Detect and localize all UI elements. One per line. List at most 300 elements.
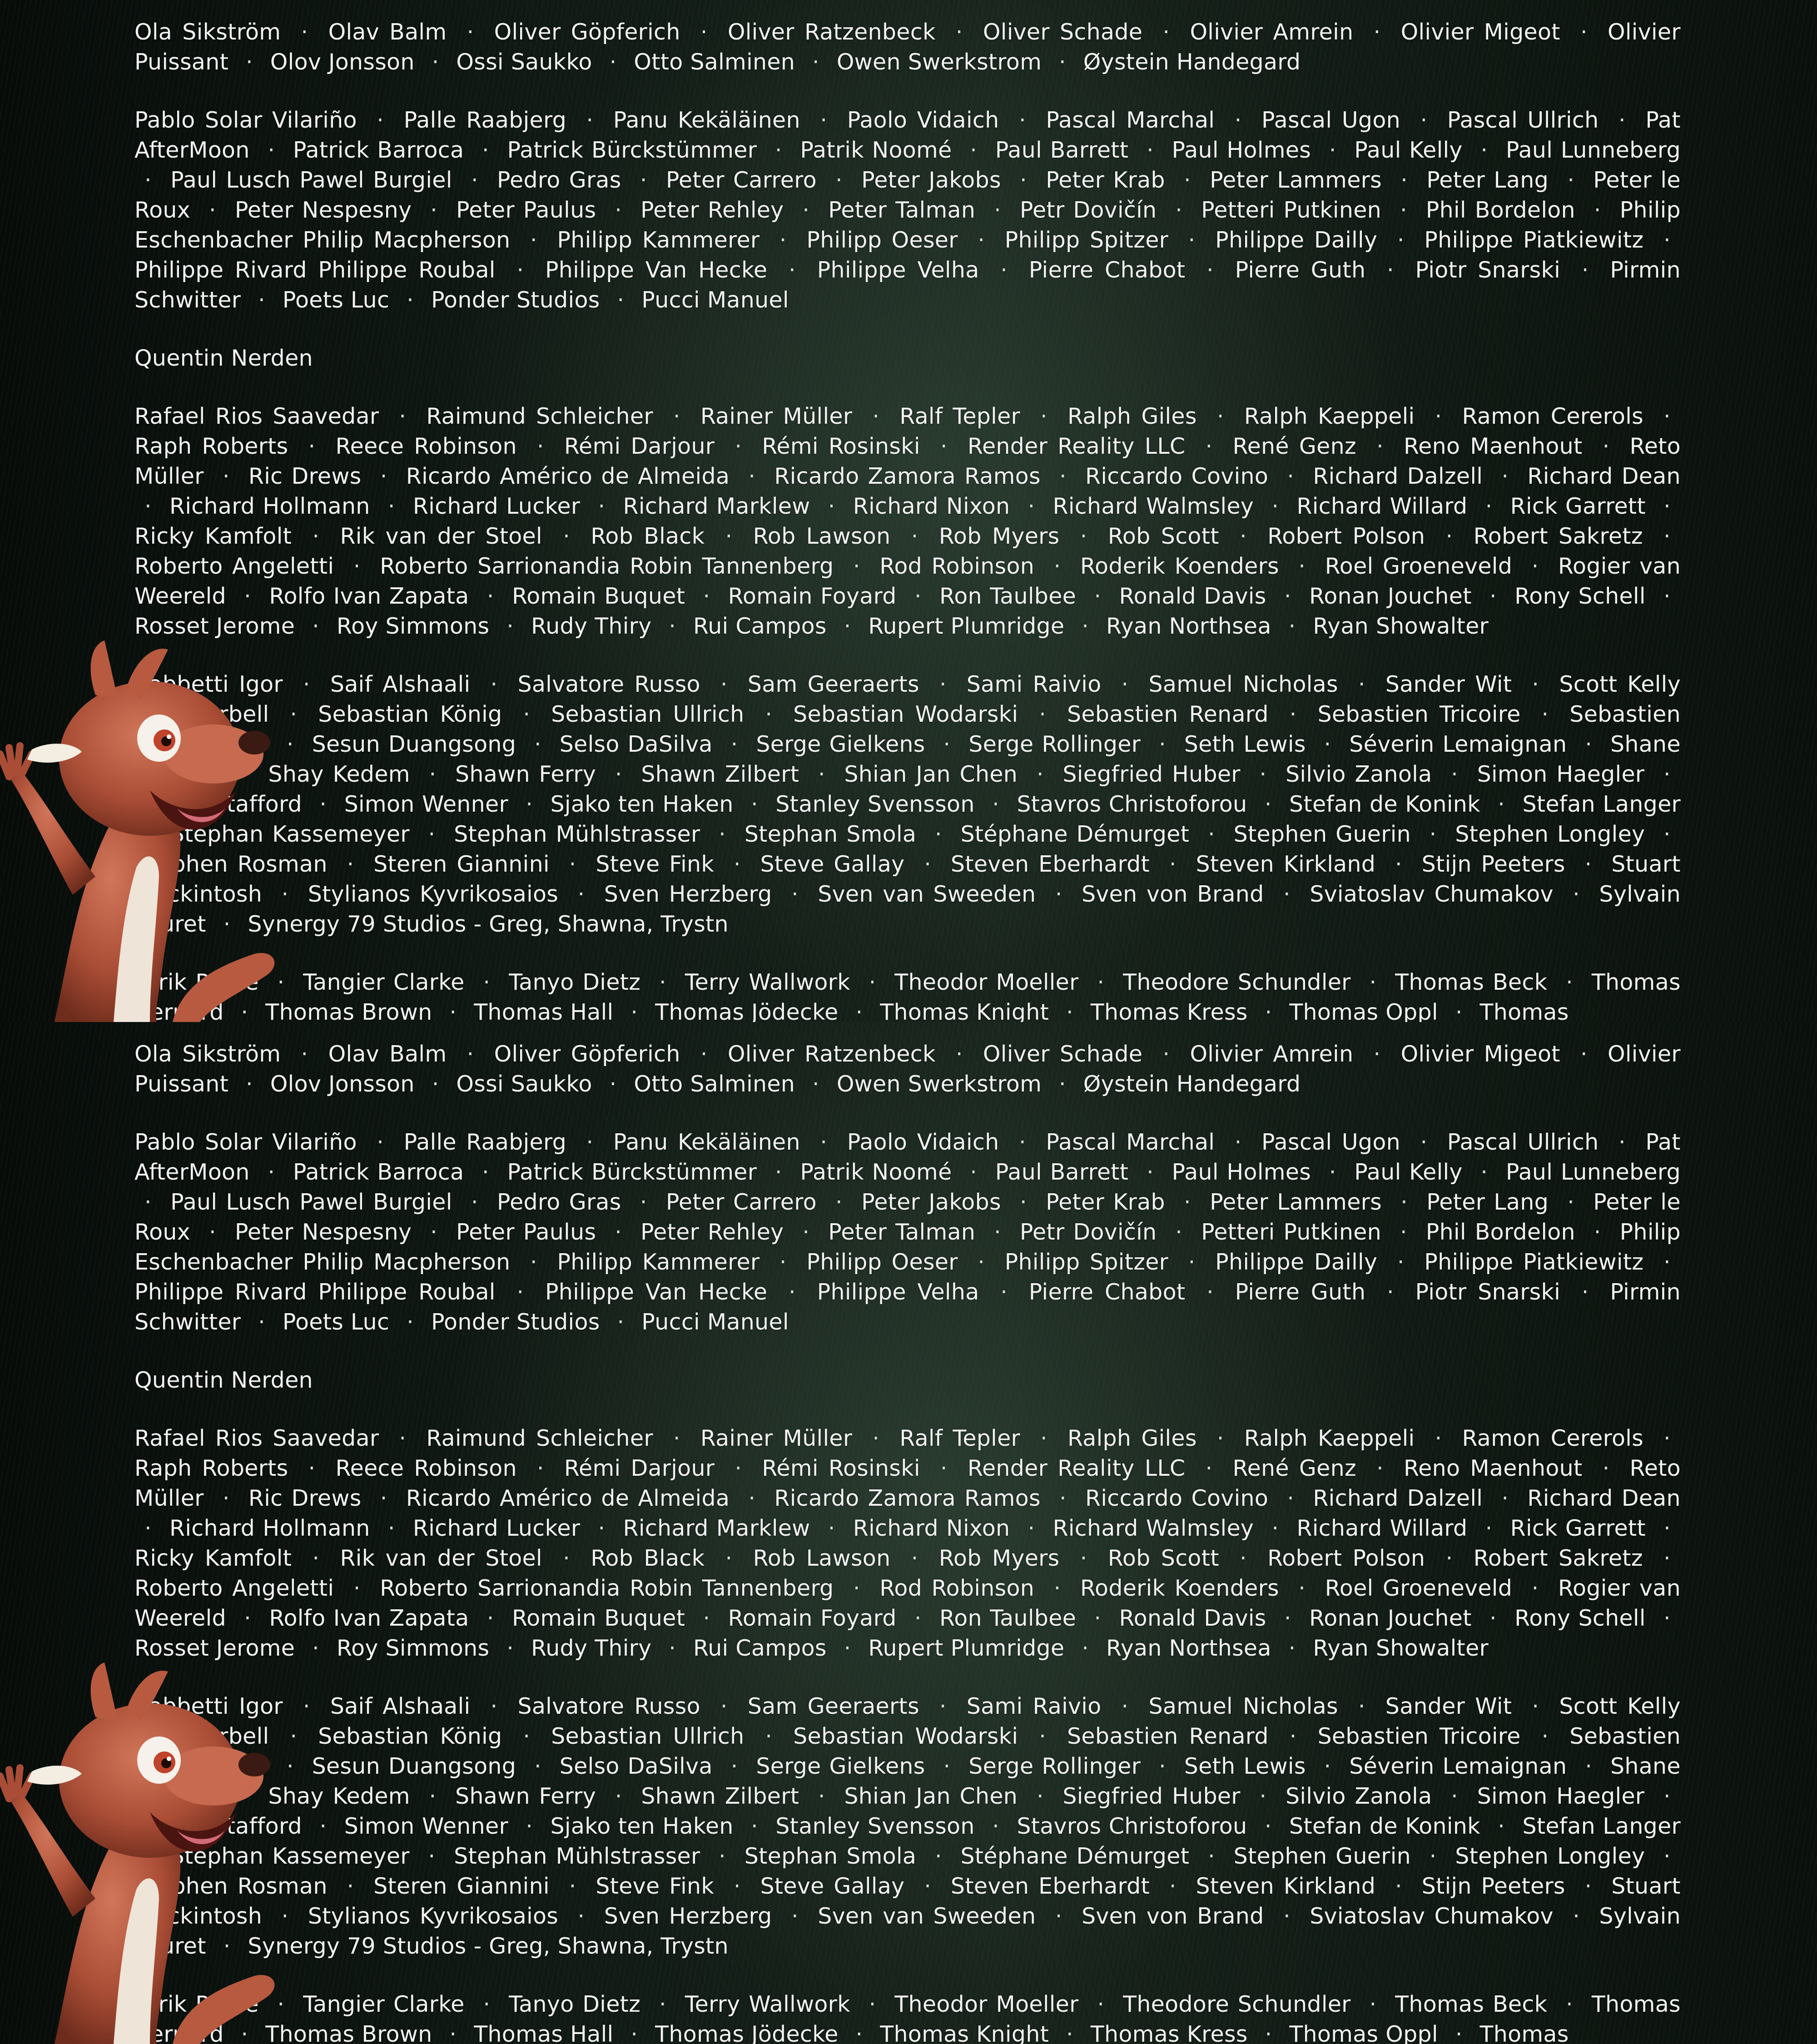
separator-dot: · [231,2021,258,2044]
separator-dot: · [693,1605,720,1631]
separator-dot: · [933,1753,960,1779]
credit-name: Shane Johnson [134,731,1681,787]
credit-name: Simon Haegler [1477,1783,1645,1809]
credit-name: Oliver Schade [983,1041,1142,1067]
credit-name: Simon Stafford [134,791,302,817]
separator-dot: · [765,1159,792,1185]
separator-dot: · [302,1545,329,1571]
separator-dot: · [630,167,657,193]
credit-name: Peter Carrero [666,1189,817,1215]
credit-name: Siegfried Huber [1062,1783,1240,1809]
credit-name: Paolo Vidaich [847,107,999,133]
credit-name: Paul Holmes [1172,137,1311,163]
credit-name: Shay Kedem [268,1783,410,1809]
credit-name: Sabbetti Igor [134,671,283,697]
separator-dot: · [1385,851,1412,877]
separator-dot: · [1572,1279,1599,1305]
separator-dot: · [1390,197,1417,223]
credit-name: Ryan Northsea [1106,613,1271,639]
credit-name: Shian Jan Chen [844,761,1018,787]
credit-name: Steve Fink [596,851,714,877]
separator-dot: · [516,791,543,817]
separator-dot: · [1575,1873,1602,1899]
credit-name: Roderik Koenders [1080,553,1279,579]
credit-name: Stanley Svensson [775,791,974,817]
credit-name: Steve Gallay [760,1873,905,1899]
credit-name: Sven van Sweeden [818,881,1036,907]
credit-name: Reece Robinson [336,1455,517,1481]
separator-dot: · [419,1783,446,1809]
credit-name: Peter Carrero [666,167,817,193]
separator-dot: · [1364,19,1391,45]
separator-dot: · [1377,257,1404,283]
credit-name: Reno Maenhout [1404,433,1583,459]
credit-name: Ricardo Zamora Ramos [774,1485,1040,1511]
credit-name: Philippe Van Hecke [545,257,767,283]
separator-dot: · [781,881,809,907]
credit-name: Poets Luc [283,287,389,313]
separator-dot: · [559,851,586,877]
credit-name: Peter Lang [1426,1189,1549,1215]
credit-name: Selso DaSilva [560,731,713,757]
credit-name: Scott Kelly Sean Orbell [134,1693,1681,1749]
credit-name: Rui Campos [693,1635,827,1661]
separator-dot: · [990,1279,1018,1305]
separator-dot: · [621,999,648,1022]
separator-dot: · [553,1545,580,1571]
credit-name: Thomas Jödecke [655,2021,838,2044]
separator-dot: · [1593,1455,1620,1481]
separator-dot: · [367,1129,394,1155]
separator-dot: · [605,761,632,787]
credit-name: Peter le Roux [134,1189,1681,1245]
credit-name: Rob Lawson [753,523,891,549]
separator-dot: · [929,1693,957,1719]
separator-dot: · [1045,1903,1072,1929]
separator-dot: · [234,583,261,609]
credit-name: Render Reality LLC [968,433,1186,459]
separator-dot: · [1425,1425,1452,1451]
credit-name: Ricardo Zamora Ramos [774,463,1040,489]
credit-name: Roel Groeneveld [1325,553,1512,579]
credit-name: Sebastian König [318,701,502,727]
separator-dot: · [930,433,958,459]
separator-dot: · [422,1071,449,1097]
credit-name: Stephan Kassemeyer [170,1843,410,1869]
credit-name: Stuart Mackintosh [134,851,1681,907]
credit-name: Sebastien Tricoire [1317,701,1520,727]
credit-name: Sjako ten Haken [551,1813,734,1839]
credit-name: Stefan Langer [1522,1813,1681,1839]
credit-name: Sebastian Wodarski [793,1723,1018,1749]
separator-dot: · [271,881,298,907]
credit-name: Silvio Zanola [1286,761,1432,787]
credit-name: Ralph Kaeppeli [1244,403,1415,429]
separator-dot: · [721,1753,748,1779]
credit-name: Philippe Velha [817,1279,979,1305]
credit-name: Olav Balm [328,1041,447,1067]
credit-name: Roy Simmons [337,1635,489,1661]
separator-dot: · [1196,1455,1223,1481]
credit-name: Serge Rollinger [968,731,1141,757]
separator-dot: · [663,1425,690,1451]
credit-name: Simon Wenner [344,1813,508,1839]
separator-dot: · [1470,137,1498,163]
separator-dot: · [389,1425,416,1451]
separator-dot: · [904,1605,932,1631]
separator-dot: · [843,1575,870,1601]
credit-name: Samuel Nicholas [1148,671,1338,697]
separator-dot: · [808,761,835,787]
separator-dot: · [904,583,932,609]
credit-name: Rob Black [591,523,705,549]
separator-dot: · [663,403,690,429]
separator-dot: · [397,1309,424,1335]
credit-name: Rick Garrett [1510,493,1646,519]
credit-name: Roberto Sarrionandia Robin Tannenberg [380,553,834,579]
credit-name: Philippe Rivard Philippe Roubal [134,1279,496,1305]
credit-name: Philippe Piatkiewitz [1424,227,1643,253]
credit-name: Peter Jakobs [861,1189,1001,1215]
separator-dot: · [1314,731,1341,757]
separator-dot: · [1653,1783,1681,1809]
credit-name: Shay Kedem [268,761,410,787]
credit-name: Phil Bordelon [1426,1219,1575,1245]
separator-dot: · [1366,433,1394,459]
credit-name: Philippe Van Hecke [545,1279,767,1305]
separator-dot: · [659,613,686,639]
credit-name: Richard Dean [1527,1485,1680,1511]
credit-name: Romain Buquet [512,1605,685,1631]
credit-name: Shawn Ferry [455,761,596,787]
separator-dot: · [779,1279,806,1305]
separator-dot: · [1279,1635,1306,1661]
credit-name: Philipp Spitzer [1005,1249,1168,1275]
credit-name: Palle Raabjerg [404,1129,566,1155]
separator-dot: · [496,613,524,639]
separator-dot: · [1277,1485,1304,1511]
credit-name: Rob Black [591,1545,705,1571]
separator-dot: · [1410,1129,1437,1155]
credit-name: Thomas Bernard [134,969,1681,1022]
separator-dot: · [199,197,226,223]
credit-name: Paul Barrett [995,137,1129,163]
credit-name: Sebastian König [318,1723,502,1749]
separator-dot: · [1348,671,1375,697]
separator-dot: · [1273,881,1301,907]
credit-name: Philippe Piatkiewitz [1424,1249,1643,1275]
separator-dot: · [968,227,995,253]
credit-name: Theodore Schundler [1123,1991,1351,2017]
credit-name: Oliver Göpferich [494,1041,680,1067]
separator-dot: · [134,1189,162,1215]
credit-name: Rainer Müller [700,1425,852,1451]
separator-dot: · [293,1693,320,1719]
separator-dot: · [1563,1903,1590,1929]
credit-name: Ossi Saukko [456,49,592,75]
separator-dot: · [277,731,304,757]
credit-name: Ralph Giles [1067,1425,1197,1451]
separator-dot: · [1010,167,1037,193]
separator-dot: · [1198,821,1225,847]
credit-name: Steven Kirkland [1196,851,1375,877]
separator-dot: · [605,1783,632,1809]
credit-name: Ralf Tepler [899,403,1020,429]
separator-dot: · [1230,1545,1257,1571]
separator-dot: · [725,1455,752,1481]
credit-name: Paul Lusch Pawel Burgiel [170,1189,452,1215]
credit-name: Raph Roberts [134,1455,288,1481]
separator-dot: · [818,493,845,519]
separator-dot: · [769,1249,797,1275]
credit-name: Saif Alshaali [330,671,471,697]
credit-name: Quentin Nerden [134,345,313,371]
credit-name: Øystein Handegard [1083,49,1301,75]
separator-dot: · [1522,1575,1549,1601]
separator-dot: · [1348,1693,1375,1719]
separator-dot: · [337,1873,364,1899]
credit-name: Ron Taulbee [939,583,1076,609]
credit-name: Terry Wallwork [685,1991,850,2017]
credit-name: Stephen Rosman [134,851,328,877]
credit-name: Ronan Jouchet [1309,1605,1472,1631]
credit-name: Richard Dalzell [1313,463,1483,489]
separator-dot: · [418,821,445,847]
credit-name: Pirmin Schwitter [134,1279,1681,1335]
credit-name: Tangier Clarke [303,969,464,995]
credit-name: Simon Haegler [1477,761,1645,787]
separator-dot: · [1608,107,1636,133]
separator-dot: · [472,1159,499,1185]
separator-dot: · [984,1219,1011,1245]
credit-name: Robert Polson [1267,523,1425,549]
credit-name: Stuart Mackintosh [134,1873,1681,1929]
separator-dot: · [914,1873,941,1899]
separator-dot: · [1491,463,1519,489]
separator-dot: · [309,791,337,817]
credit-name: Theodor Moeller [894,969,1078,995]
credit-name: Sesun Duangsong [312,1753,516,1779]
credit-name: Peter Rehley [640,1219,784,1245]
separator-dot: · [1137,1159,1164,1185]
credit-name: Rainer Müller [700,403,852,429]
separator-dot: · [1532,1723,1559,1749]
credit-name: Oliver Ratzenbeck [728,19,936,45]
separator-dot: · [524,1753,551,1779]
credit-name: Stephen Longley [1455,821,1645,847]
separator-dot: · [690,1041,718,1067]
separator-dot: · [280,1723,307,1749]
credit-name: Patrick Bürckstümmer [507,137,757,163]
credit-name: Salvatore Russo [517,1693,700,1719]
separator-dot: · [984,197,1011,223]
credit-name: Ralph Giles [1067,403,1197,429]
separator-dot: · [802,49,829,75]
credit-name: Ricardo Américo de Almeida [406,463,730,489]
credit-name: Richard Walmsley [1053,1515,1254,1541]
credit-name: Øystein Handegard [1083,1071,1301,1097]
credit-name: Olivier Migeot [1401,19,1560,45]
credit-name: Paul Lunneberg [1506,1159,1681,1185]
credit-name: Philippe Dailly [1215,227,1377,253]
credit-name: Robert Sakretz [1474,1545,1643,1571]
credit-name: Pucci Manuel [641,287,789,313]
credit-name: Rick Garrett [1510,1515,1646,1541]
credit-name: Petr Dovičín [1020,1219,1157,1245]
separator-dot: · [1072,613,1099,639]
separator-dot: · [1319,1159,1346,1185]
credit-name: Reto Müller [134,433,1681,489]
credit-name: Rudy Thiry [531,1635,651,1661]
credit-name: Steven Kirkland [1196,1873,1375,1899]
credit-name: Sylvain Louret [134,881,1681,937]
separator-dot: · [473,1991,500,2017]
separator-dot: · [439,999,467,1022]
credit-name: Pierre Guth [1235,1279,1366,1305]
separator-dot: · [982,1813,1009,1839]
credit-name: Sabbetti Igor [134,1693,283,1719]
credit-name: Robert Sakretz [1474,523,1643,549]
separator-dot: · [1049,1485,1077,1511]
credit-name: Peter Jakobs [861,167,1001,193]
credit-name: Pierre Chabot [1029,1279,1186,1305]
separator-dot: · [1049,49,1076,75]
credit-name: Stephan Mühlstrasser [454,821,700,847]
credit-name: Stijn Peeters [1422,851,1565,877]
separator-dot: · [1029,701,1056,727]
credit-name: Stefan de Konink [1289,1813,1480,1839]
separator-dot: · [506,257,534,283]
separator-dot: · [420,1219,447,1245]
separator-dot: · [1249,761,1276,787]
credit-name: Stefan de Konink [1289,791,1480,817]
credit-name: Thomas Oppl [1289,2021,1438,2044]
separator-dot: · [1479,1605,1507,1631]
separator-dot: · [481,671,508,697]
separator-dot: · [1255,791,1282,817]
credit-name: Stavros Christoforou [1017,791,1247,817]
credit-name: Petteri Putkinen [1201,1219,1381,1245]
credit-name: Rolfo Ivan Zapata [269,1605,469,1631]
credit-name: Sylvain Louret [134,1903,1681,1959]
separator-dot: · [960,137,987,163]
separator-dot: · [1009,1129,1036,1155]
separator-dot: · [1196,1279,1224,1305]
separator-dot: · [1570,19,1598,45]
separator-dot: · [1207,1425,1234,1451]
credit-name: Ronald Davis [1119,583,1266,609]
separator-dot: · [1112,1693,1139,1719]
credit-name: Rupert Plumridge [868,1635,1064,1661]
credit-name: Rosset Jerome [134,613,295,639]
separator-dot: · [1653,493,1681,519]
separator-dot: · [134,1515,162,1541]
credit-name: Sebastien Vizzacchero [134,1723,1681,1779]
separator-dot: · [721,731,748,757]
credit-name: Ponder Studios [431,1309,600,1335]
credit-name: Roy Simmons [337,613,489,639]
separator-dot: · [901,523,928,549]
separator-dot: · [1149,1753,1176,1779]
separator-dot: · [1049,1071,1076,1097]
credit-name: Romain Foyard [728,583,897,609]
separator-dot: · [1390,1219,1417,1245]
credit-name: Olav Balm [328,19,447,45]
credit-name: Ponder Studios [431,287,600,313]
credit-name: Stefan Langer [1522,791,1681,817]
separator-dot: · [1436,523,1463,549]
separator-dot: · [725,433,752,459]
credit-name: Thomas Knight [880,2021,1049,2044]
credit-name: Ralf Tepler [899,1425,1020,1451]
separator-dot: · [213,1485,240,1511]
separator-dot: · [741,791,768,817]
separator-dot: · [1377,1279,1404,1305]
credit-name: Quentin Nerden [134,1367,313,1393]
separator-dot: · [845,2021,873,2044]
separator-dot: · [607,287,634,313]
credit-name: Rony Schell [1514,583,1646,609]
separator-dot: · [765,137,792,163]
separator-dot: · [925,821,952,847]
credit-name: Richard Marklew [623,1515,810,1541]
credit-name: Owen Swerkstrom [837,49,1042,75]
credit-name: Philippe Dailly [1215,1249,1377,1275]
credit-name: Piotr Snarski [1415,1279,1561,1305]
credit-name: Seth Lewis [1184,731,1306,757]
separator-dot: · [1364,1041,1391,1067]
separator-dot: · [520,227,547,253]
credit-name: Richard Hollmann [169,493,370,519]
separator-dot: · [600,1071,627,1097]
credit-name: Patrick Barroca [293,137,464,163]
credit-name: Stylianos Kyvrikosaios [308,881,558,907]
separator-dot: · [1557,167,1584,193]
credit-name: Rafael Rios Saavedar [134,1425,379,1451]
credit-name: Oliver Göpferich [494,19,680,45]
separator-dot: · [370,463,397,489]
separator-dot: · [1112,671,1139,697]
credit-name: Ric Drews [248,1485,362,1511]
credit-name: Sebastien Tricoire [1317,1723,1520,1749]
separator-dot: · [1274,1605,1301,1631]
credit-name: Petteri Putkinen [1201,197,1381,223]
separator-dot: · [1255,2021,1282,2044]
separator-dot: · [199,1219,226,1245]
separator-dot: · [513,1723,540,1749]
separator-dot: · [1084,1605,1111,1631]
separator-dot: · [1027,1783,1054,1809]
separator-dot: · [277,1753,304,1779]
separator-dot: · [792,1219,819,1245]
credit-name: Thomas Jödecke [655,999,838,1022]
separator-dot: · [1575,731,1602,757]
separator-dot: · [1159,851,1187,877]
credit-name: Theodor Moeller [894,1991,1078,2017]
separator-dot: · [576,107,603,133]
separator-dot: · [1149,731,1176,757]
separator-dot: · [1070,523,1097,549]
credit-name: Philipp Spitzer [1005,227,1168,253]
separator-dot: · [1575,1753,1602,1779]
separator-dot: · [302,523,329,549]
separator-dot: · [741,1813,768,1839]
separator-dot: · [568,881,595,907]
separator-dot: · [343,1575,371,1601]
credit-name: Synergy 79 Studios - Greg, Shawna, Trystn [248,1933,729,1959]
separator-dot: · [1198,1843,1225,1869]
separator-dot: · [914,851,941,877]
